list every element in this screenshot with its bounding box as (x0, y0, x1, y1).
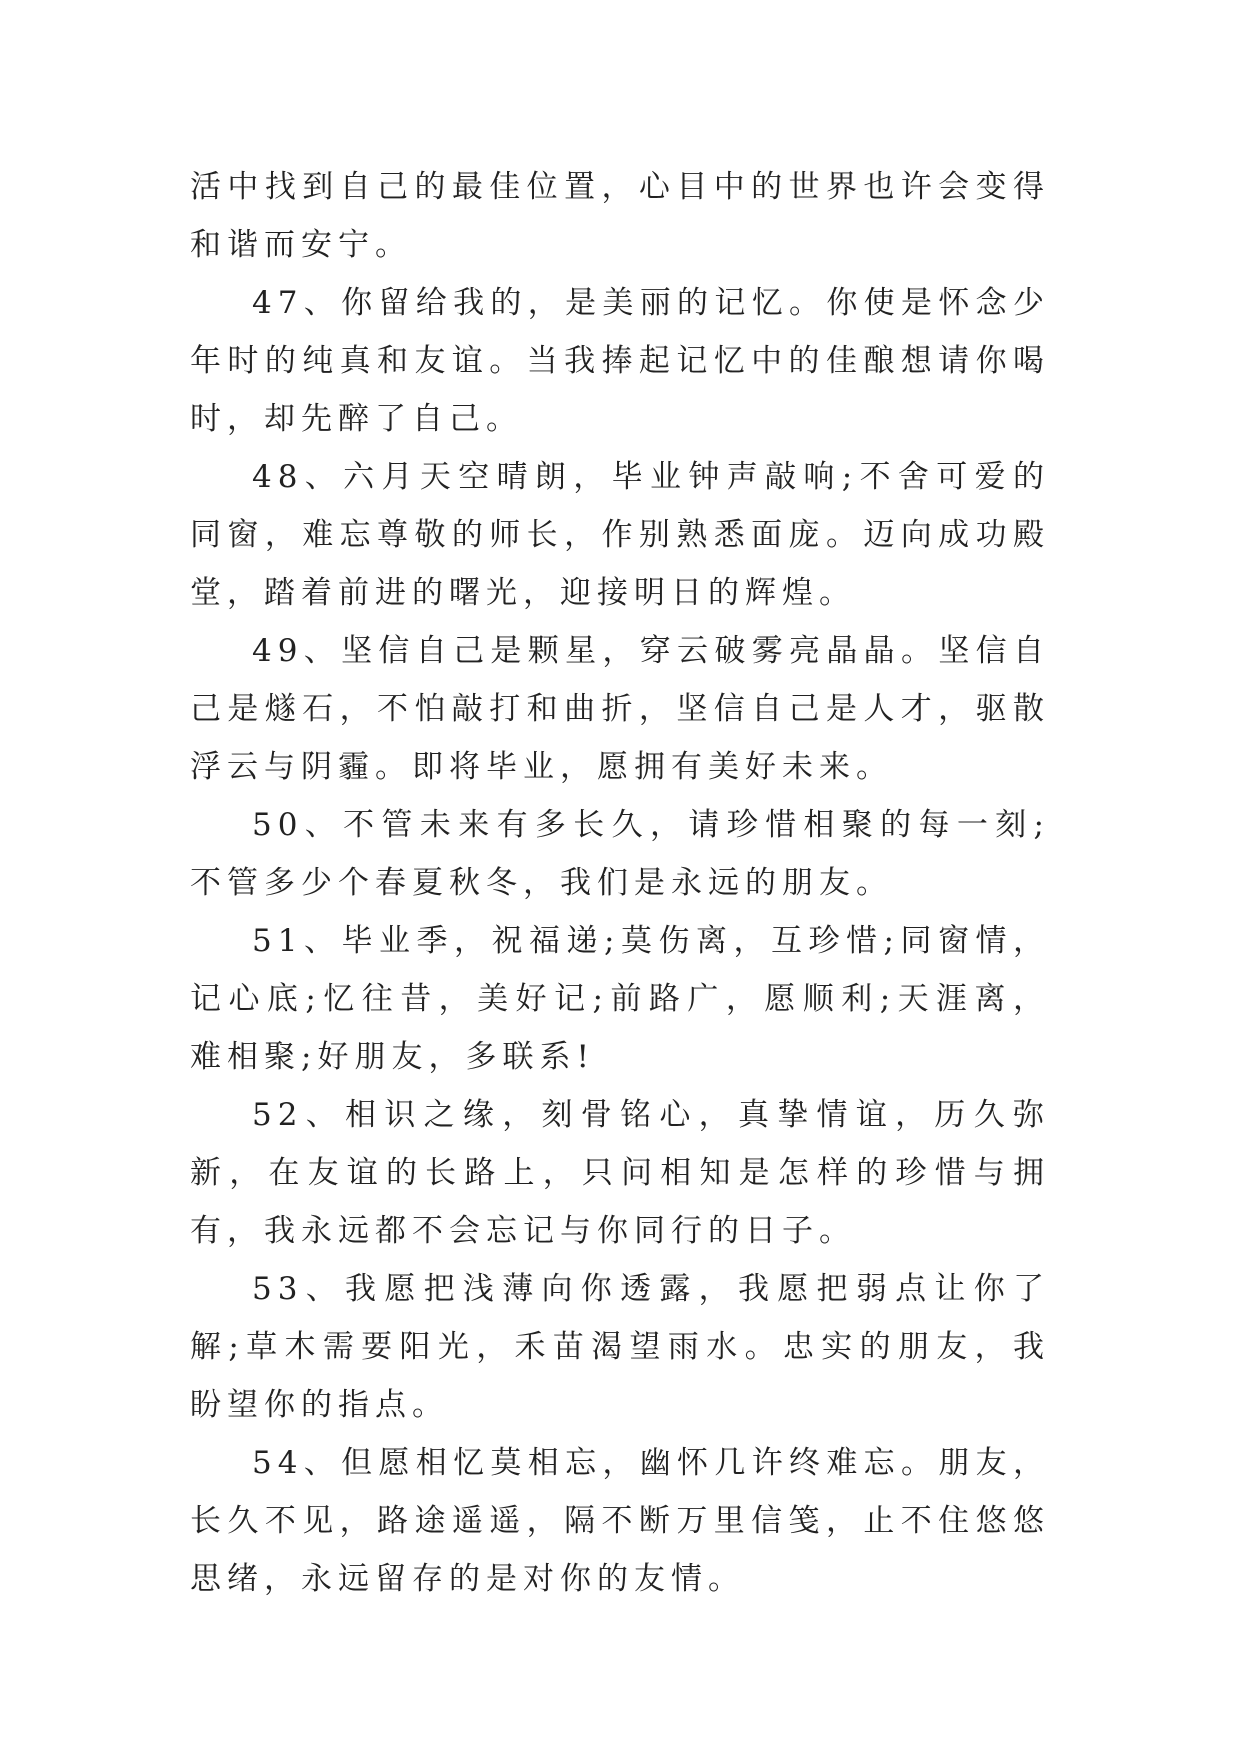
paragraph-49: 49、坚信自己是颗星，穿云破雾亮晶晶。坚信自己是燧石，不怕敲打和曲折，坚信自己是人才，驱散浮云与阴霾。即将毕业，愿拥有美好未来。 (190, 633, 1050, 785)
paragraph-53: 53、我愿把浅薄向你透露，我愿把弱点让你了解;草木需要阳光，禾苗渴望雨水。忠实的朋友，我盼望你的指点。 (190, 1271, 1050, 1423)
paragraph-47: 47、你留给我的，是美丽的记忆。你使是怀念少年时的纯真和友谊。当我捧起记忆中的佳酿想请你喝时，却先醉了自己。 (190, 285, 1050, 437)
paragraph-51: 51、毕业季，祝福递;莫伤离，互珍惜;同窗情，记心底;忆往昔，美好记;前路广，愿顺利;天涯离，难相聚;好朋友，多联系! (190, 923, 1050, 1075)
paragraph-54: 54、但愿相忆莫相忘，幽怀几许终难忘。朋友，长久不见，路途遥遥，隔不断万里信笺，止不住悠悠思绪，永远留存的是对你的友情。 (190, 1445, 1050, 1597)
paragraph-50: 50、不管未来有多长久，请珍惜相聚的每一刻;不管多少个春夏秋冬，我们是永远的朋友。 (190, 807, 1050, 901)
paragraph-52: 52、相识之缘，刻骨铭心，真挚情谊，历久弥新，在友谊的长路上，只问相知是怎样的珍惜与拥有，我永远都不会忘记与你同行的日子。 (190, 1097, 1050, 1249)
paragraph-48: 48、六月天空晴朗，毕业钟声敲响;不舍可爱的同窗，难忘尊敬的师长，作别熟悉面庞。迈向成功殿堂，踏着前进的曙光，迎接明日的辉煌。 (190, 459, 1050, 611)
document-body (190, 158, 1050, 1608)
paragraph-continuation: 活中找到自己的最佳位置，心目中的世界也许会变得和谐而安宁。 (190, 169, 1050, 263)
